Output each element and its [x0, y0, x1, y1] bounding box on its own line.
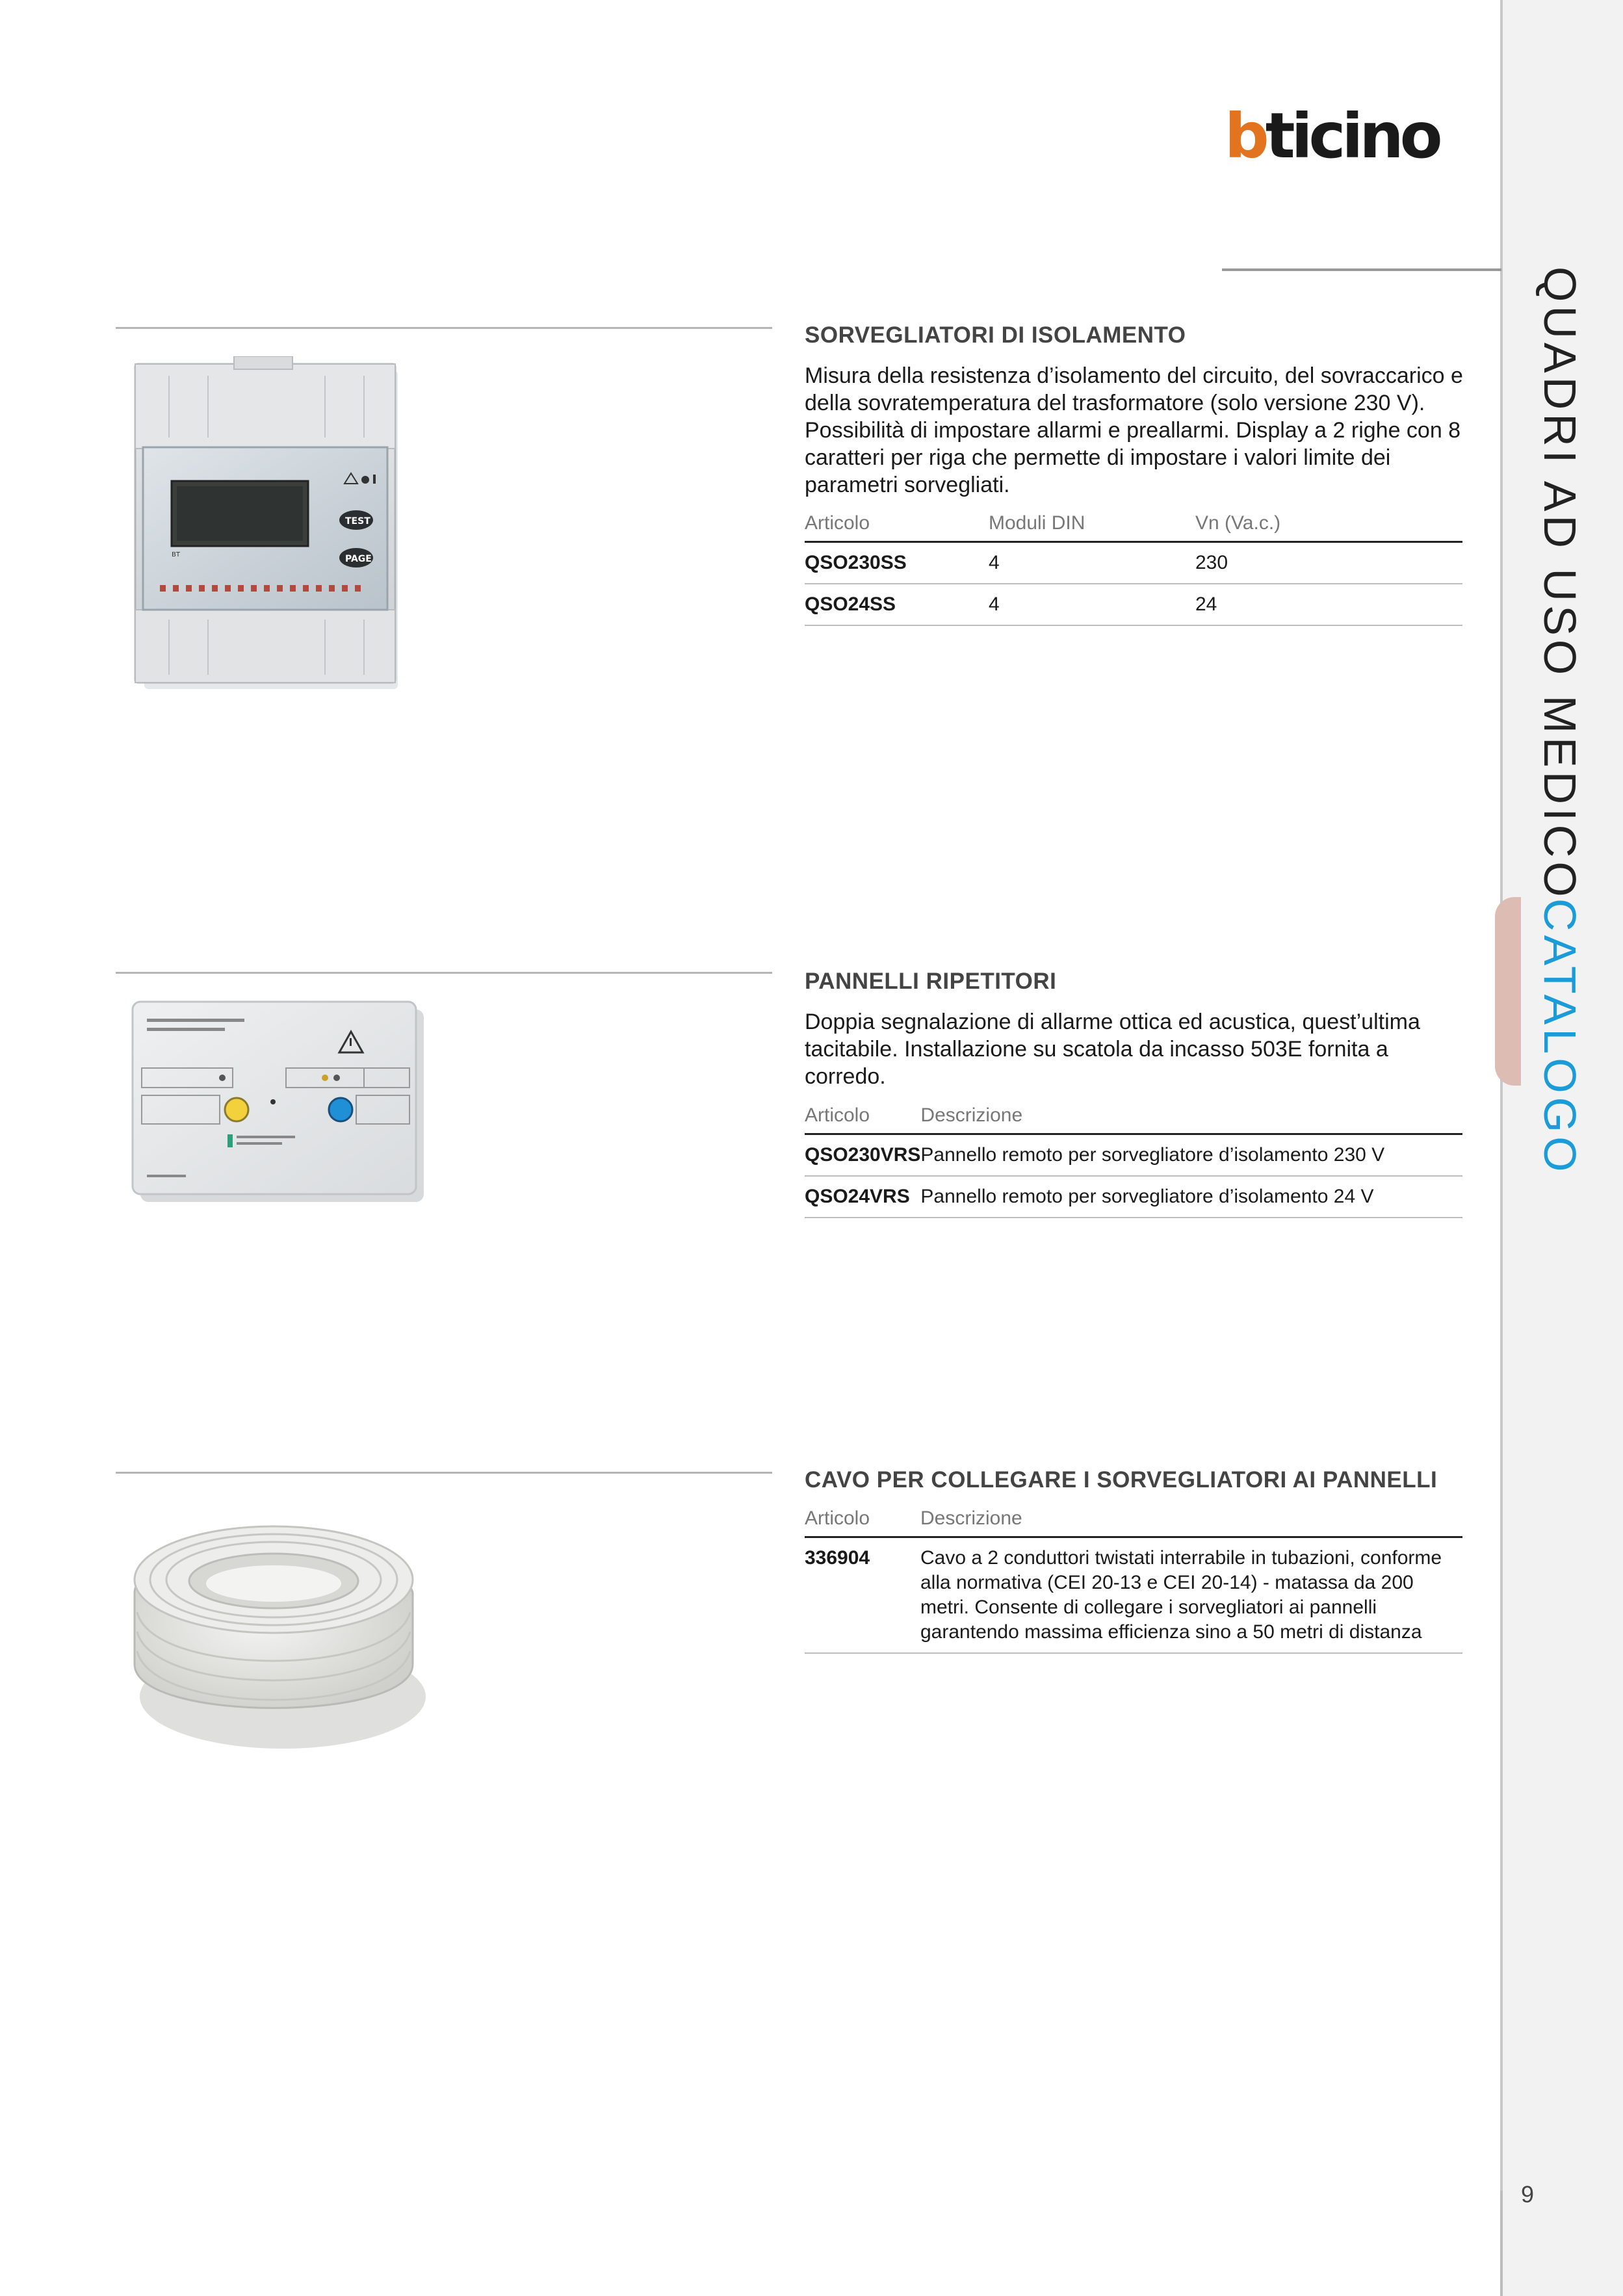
table-row — [805, 1134, 1462, 1177]
table-cell: 24 — [1195, 584, 1462, 625]
table-cell: Pannello remoto per sorvegliatore d’isolamento 230 V — [920, 1134, 1462, 1177]
header-rule — [1222, 268, 1501, 271]
article-code: QSO24VRS — [805, 1176, 920, 1218]
table-row — [805, 1537, 1462, 1654]
section-divider — [116, 1472, 772, 1474]
svg-text:BT: BT — [172, 551, 180, 558]
column-header: Articolo — [805, 1101, 920, 1134]
table-row — [805, 1176, 1462, 1218]
spec-table — [805, 1504, 1462, 1654]
brand-logo — [1225, 111, 1475, 164]
table-row — [805, 584, 1462, 625]
article-code: QSO230VRS — [805, 1134, 920, 1177]
column-header: Moduli DIN — [989, 508, 1195, 542]
column-header: Descrizione — [920, 1504, 1462, 1537]
page-number-tick — [1500, 2191, 1503, 2296]
section-title: CAVO PER COLLEGARE I SORVEGLIATORI AI PANNELLI — [805, 1467, 1438, 1493]
page-number: 9 — [1521, 2181, 1535, 2208]
section-description: Misura della resistenza d’isolamento del circuito, del sovraccarico e della sovratemperatura del trasformatore (solo versione 230 V). Possibilità di impostare allarmi e preallarmi. Display a 2 righe con 8 caratteri per riga che permette di impostare i valori limite dei parametri sorvegliati. — [805, 363, 1463, 497]
sidebar-tab-marker — [1495, 897, 1521, 1086]
column-header: Articolo — [805, 1504, 920, 1537]
insulation-monitor-image — [130, 356, 403, 694]
table-cell: 4 — [989, 542, 1195, 584]
article-code: QSO230SS — [805, 542, 989, 584]
table-cell: 4 — [989, 584, 1195, 625]
article-code: 336904 — [805, 1537, 920, 1654]
cable-coil-image — [127, 1502, 432, 1762]
column-header: Descrizione — [920, 1101, 1462, 1134]
sidebar-subtitle: CATALOGO — [1535, 898, 1585, 1176]
section-title: SORVEGLIATORI DI ISOLAMENTO — [805, 322, 1186, 348]
column-header: Articolo — [805, 508, 989, 542]
column-header: Vn (Va.c.) — [1195, 508, 1462, 542]
sidebar-edge — [1500, 0, 1503, 2296]
table-cell: 230 — [1195, 542, 1462, 584]
table-row — [805, 542, 1462, 584]
section-divider — [116, 972, 772, 974]
spec-table — [805, 1101, 1462, 1218]
table-cell: Cavo a 2 conduttori twistati interrabile in tubazioni, conforme alla normativa (CEI 20-13 e CEI 20-14) - matassa da 200 metri. Consente di collegare i sorvegliatori ai pannelli garantendo massima efficienza sino a 50 metri di distanza — [920, 1537, 1462, 1654]
section-title: PANNELLI RIPETITORI — [805, 969, 1057, 994]
table-cell: Pannello remoto per sorvegliatore d’isolamento 24 V — [920, 1176, 1462, 1218]
repeater-panel-image — [130, 998, 429, 1206]
section-divider — [116, 327, 772, 329]
page-button-label: PAGE — [345, 554, 372, 564]
test-button-label: TEST — [345, 516, 370, 527]
svg-text:bticino: bticino — [1225, 111, 1439, 164]
sidebar-title: QUADRI AD USO MEDICO — [1535, 267, 1585, 901]
article-code: QSO24SS — [805, 584, 989, 625]
section-description: Doppia segnalazione di allarme ottica ed acustica, quest’ultima tacitabile. Installazione su scatola da incasso 503E fornita a corredo. — [805, 1010, 1420, 1089]
spec-table — [805, 508, 1462, 626]
